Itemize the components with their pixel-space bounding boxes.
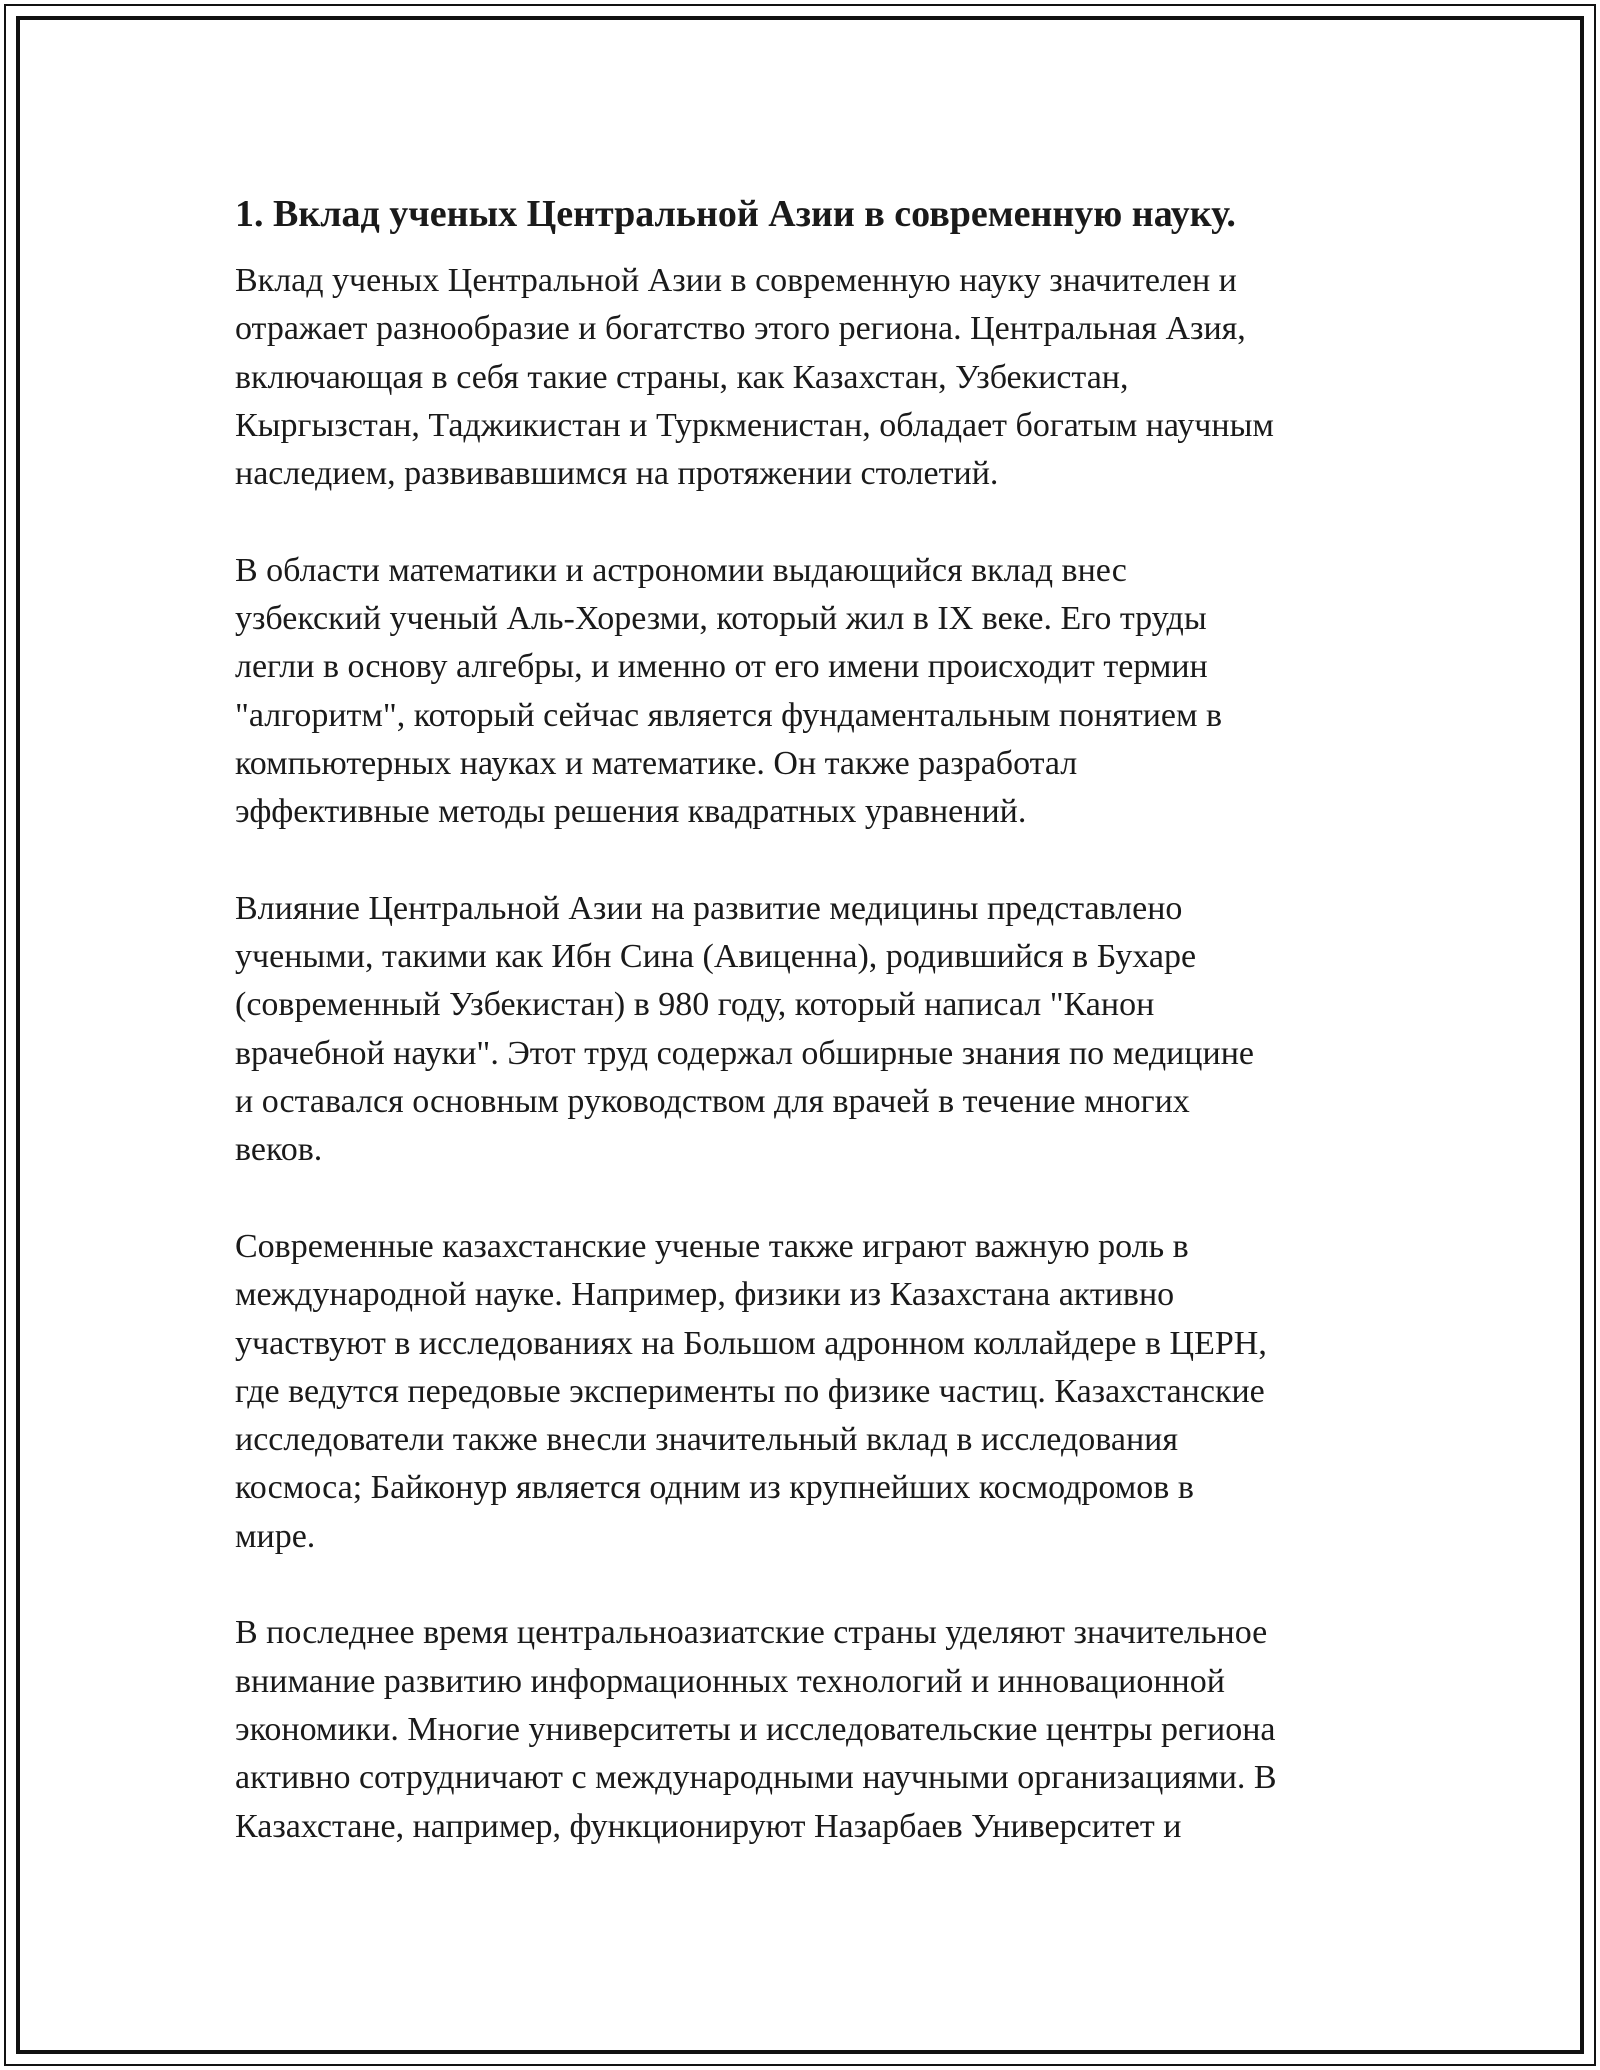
- text-line: где ведутся передовые эксперименты по физике частиц. Казахстанские: [235, 1372, 1265, 1410]
- text-line: Современные казахстанские ученые также играют важную роль в: [235, 1227, 1189, 1265]
- text-line: узбекский ученый Аль-Хорезми, который жил в IX веке. Его труды: [235, 600, 1207, 638]
- text-line: эффективные методы решения квадратных уравнений.: [235, 793, 1027, 831]
- text-line: и оставался основным руководством для врачей в течение многих: [235, 1083, 1190, 1121]
- text-line: отражает разнообразие и богатство этого региона. Центральная Азия,: [235, 310, 1246, 348]
- page-title: 1. Вклад ученых Центральной Азии в современную науку.: [235, 193, 1236, 235]
- paragraph-intro: [235, 257, 1385, 498]
- text-line: компьютерных науках и математике. Он также разработал: [235, 744, 1078, 782]
- text-line: Кыргызстан, Таджикистан и Туркменистан, обладает богатым научным: [235, 406, 1274, 444]
- text-line: участвуют в исследованиях на Большом адронном коллайдере в ЦЕРН,: [235, 1324, 1267, 1362]
- text-line: легли в основу алгебры, и именно от его имени происходит термин: [235, 648, 1208, 686]
- text-line: активно сотрудничают с международными научными организациями. В: [235, 1759, 1277, 1797]
- text-line: международной науке. Например, физики из Казахстана активно: [235, 1276, 1175, 1314]
- text-line: В последнее время центральноазиатские страны уделяют значительное: [235, 1614, 1268, 1652]
- text-line: внимание развитию информационных технологий и инновационной: [235, 1662, 1225, 1700]
- paragraph-modern-science: [235, 1223, 1385, 1561]
- paragraph-medicine: [235, 885, 1385, 1175]
- paragraph-mathematics: [235, 547, 1385, 837]
- text-line: врачебной науки". Этот труд содержал обширные знания по медицине: [235, 1034, 1254, 1072]
- text-line: экономики. Многие университеты и исследовательские центры региона: [235, 1710, 1276, 1748]
- text-line: Вклад ученых Центральной Азии в современную науку значителен и: [235, 262, 1237, 299]
- text-line: космоса; Байконур является одним из крупнейших космодромов в: [235, 1469, 1194, 1507]
- text-line: веков.: [235, 1131, 323, 1169]
- document-body: [235, 190, 1385, 1899]
- text-line: исследователи также внесли значительный вклад в исследования: [235, 1421, 1178, 1459]
- paragraph-it-innovation: [235, 1609, 1385, 1850]
- text-line: наследием, развивавшимся на протяжении столетий.: [235, 455, 999, 493]
- text-line: мире.: [235, 1517, 316, 1555]
- text-line: В области математики и астрономии выдающийся вклад внес: [235, 551, 1127, 589]
- text-line: включающая в себя такие страны, как Казахстан, Узбекистан,: [235, 358, 1129, 396]
- text-line: Влияние Центральной Азии на развитие медицины представлено: [235, 889, 1183, 927]
- text-line: учеными, такими как Ибн Сина (Авиценна), родившийся в Бухаре: [235, 938, 1197, 976]
- text-line: Казахстане, например, функционируют Назарбаев Университет и: [235, 1807, 1182, 1845]
- text-line: (современный Узбекистан) в 980 году, который написал "Канон: [235, 986, 1155, 1024]
- text-line: "алгоритм", который сейчас является фундаментальным понятием в: [235, 696, 1223, 734]
